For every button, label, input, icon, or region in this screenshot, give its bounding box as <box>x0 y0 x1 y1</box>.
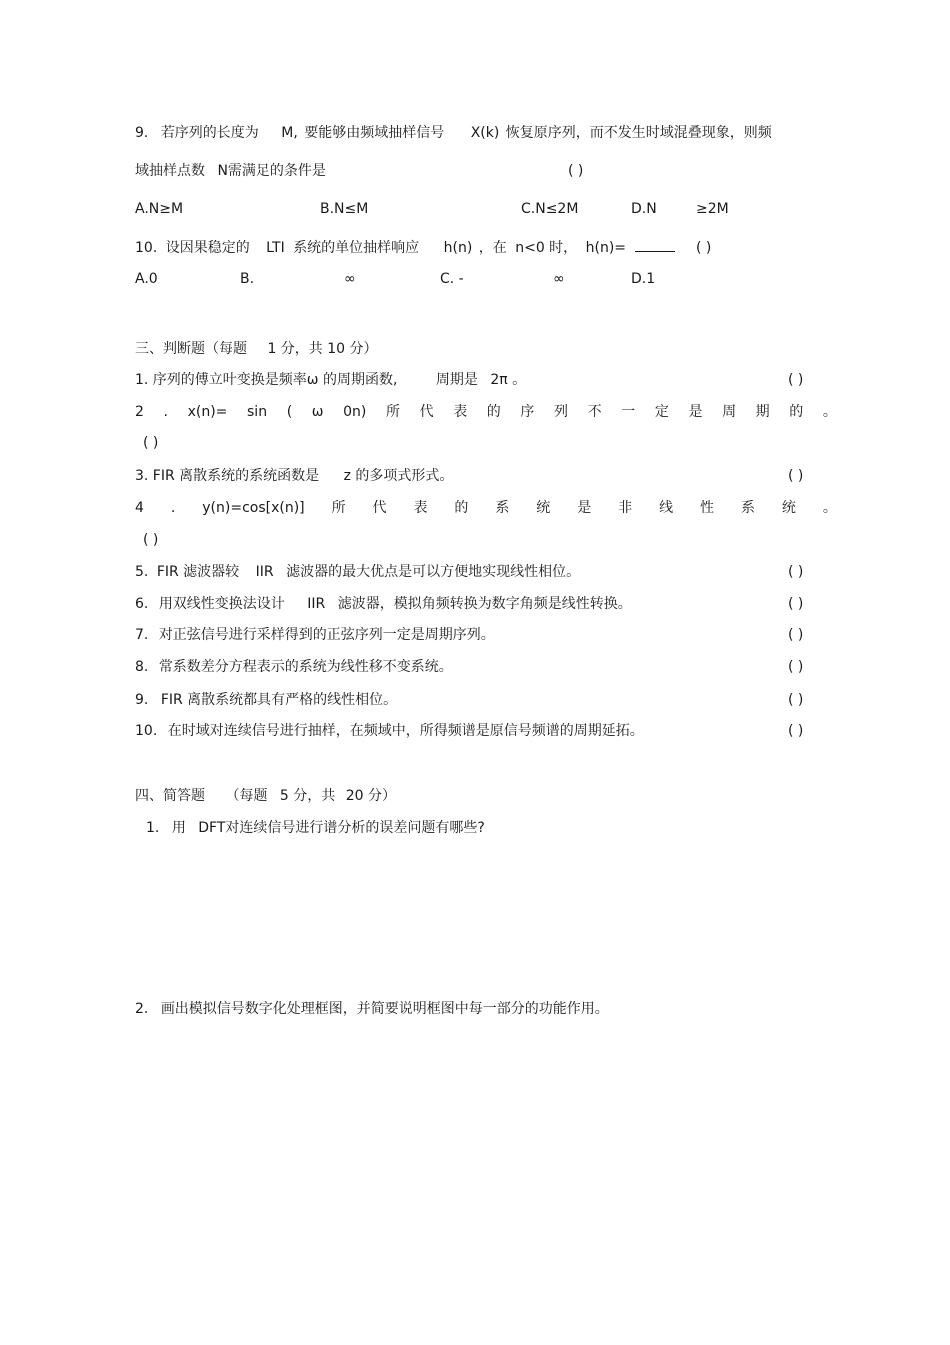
tf9-text: FIR 离散系统都具有严格的线性相位。 <box>160 692 398 708</box>
q10-text-a: 设因果稳定的 <box>165 240 250 256</box>
tf-7-answer-paren[interactable]: ( ) <box>788 627 804 643</box>
q10-option-c: C. - <box>440 271 464 287</box>
tf8-text: 常系数差分方程表示的系统为线性移不变系统。 <box>158 659 453 675</box>
tf2-c8: 一 <box>621 404 636 420</box>
tf3-text-a: 3. FIR 离散系统的系统函数是 <box>135 468 320 484</box>
q10-option-b-value: ∞ <box>344 271 356 287</box>
tf2-dot: . <box>163 404 168 420</box>
tf10-number: 10. <box>135 723 158 739</box>
tf2-c12: 期 <box>755 404 770 420</box>
tf-item-3 <box>135 467 453 485</box>
tf4-c8: 非 <box>618 500 633 516</box>
q10-option-a: A.0 <box>135 271 158 287</box>
tf5-text-iir: IIR <box>255 564 274 580</box>
q9-text-xk: X(k) <box>470 125 500 141</box>
tf-1-answer-paren[interactable]: ( ) <box>788 372 804 388</box>
tf-4-answer-paren[interactable]: ( ) <box>143 532 159 548</box>
tf-6-answer-paren[interactable]: ( ) <box>788 596 804 612</box>
tf-item-1 <box>135 371 526 389</box>
q10-option-d: D.1 <box>631 271 656 287</box>
tf9-number: 9. <box>135 692 149 708</box>
tf2-c4: 的 <box>486 404 501 420</box>
tf6-text-b: 滤波器，模拟角频转换为数字角频是线性转换。 <box>337 596 632 612</box>
section4-title-c: 5 分，共 <box>279 788 336 804</box>
short-answer-q1 <box>146 819 485 837</box>
tf2-n: 0n) <box>343 404 367 420</box>
short-answer-q2 <box>135 1000 609 1018</box>
tf6-text-a: 用双线性变换法设计 <box>158 596 285 612</box>
tf2-number: 2 <box>135 404 144 420</box>
section4-title-b: （每题 <box>225 788 268 804</box>
section3-title-b: 1 分，共 10 分） <box>267 341 378 357</box>
q9-text-b: 要能够由频域抽样信号 <box>304 125 445 141</box>
sa2-number: 2. <box>135 1001 149 1017</box>
tf-10-answer-paren[interactable]: ( ) <box>788 723 804 739</box>
q9-answer-paren[interactable]: ( ) <box>568 163 584 179</box>
tf4-c6: 统 <box>536 500 551 516</box>
tf4-c10: 性 <box>700 500 714 516</box>
q9-number: 9. <box>135 125 149 141</box>
tf-item-5 <box>135 563 580 581</box>
section4-title-a: 四、简答题 <box>135 788 205 804</box>
tf4-c13: 。 <box>822 500 837 516</box>
section3-title <box>135 340 378 358</box>
tf10-text: 在时域对连续信号进行抽样，在频域中，所得频谱是原信号频谱的周期延拓。 <box>167 723 644 739</box>
tf5-text-b: 滤波器的最大优点是可以方便地实现线性相位。 <box>286 564 581 580</box>
q9-text-c: 恢复原序列，而不发生时域混叠现象，则频 <box>505 125 772 141</box>
tf4-c5: 系 <box>495 500 510 516</box>
sa1-text-a: 用 <box>171 820 186 836</box>
q10-text-b: 系统的单位抽样响应 <box>293 240 420 256</box>
sa1-number: 1. <box>146 820 160 836</box>
tf4-dot: . <box>170 500 176 516</box>
tf4-expr: y(n)=cos[x(n)] <box>202 500 305 516</box>
tf5-number: 5. <box>135 564 149 580</box>
q9-option-a: A.N≥M <box>135 201 184 217</box>
section4-title-d: 20 分） <box>345 788 396 804</box>
sa2-text: 画出模拟信号数字化处理框图，并简要说明框图中每一部分的功能作用。 <box>160 1001 609 1017</box>
q9-text-e: N需满足的条件是 <box>217 163 326 179</box>
q9-text-d: 域抽样点数 <box>135 163 205 179</box>
q9-option-c: C.N≤2M <box>521 201 579 217</box>
tf7-number: 7. <box>135 627 149 643</box>
tf-item-6 <box>135 595 632 613</box>
sa1-text-b: DFT对连续信号进行谱分析的误差问题有哪些? <box>198 820 485 836</box>
q9-option-b: B.N≤M <box>320 201 369 217</box>
q10-text-e: h(n)= <box>585 240 627 256</box>
tf4-c1: 所 <box>331 500 346 516</box>
tf2-xn: x(n)= <box>187 404 228 420</box>
tf3-text-b: z 的多项式形式。 <box>343 468 454 484</box>
tf-8-answer-paren[interactable]: ( ) <box>788 659 804 675</box>
tf1-text-a: 1. 序列的傅立叶变换是频率ω 的周期函数, <box>135 372 398 388</box>
tf2-c11: 周 <box>722 404 737 420</box>
tf4-c7: 是 <box>577 500 592 516</box>
tf1-text-b: 周期是 <box>435 372 478 388</box>
tf2-c2: 代 <box>419 404 434 420</box>
tf2-c3: 表 <box>453 404 468 420</box>
tf-item-4 <box>135 499 837 517</box>
tf4-c4: 的 <box>454 500 469 516</box>
q10-text-d: n<0 时， <box>515 240 578 256</box>
tf4-c2: 代 <box>372 500 387 516</box>
tf2-c9: 定 <box>654 404 669 420</box>
tf-item-10 <box>135 722 644 740</box>
q10-text-hn: h(n) <box>443 240 473 256</box>
q10-answer-paren[interactable]: ( ) <box>696 240 712 256</box>
section4-title <box>135 787 396 805</box>
q9-option-d-cond: ≥2M <box>696 201 729 217</box>
tf2-c5: 序 <box>520 404 535 420</box>
tf-item-2 <box>135 403 837 421</box>
tf2-c6: 列 <box>554 404 569 420</box>
tf-5-answer-paren[interactable]: ( ) <box>788 564 804 580</box>
tf6-text-iir: IIR <box>307 596 326 612</box>
q9-option-d: D.N <box>631 201 657 217</box>
tf-2-answer-paren[interactable]: ( ) <box>143 435 159 451</box>
q10-fill-blank[interactable] <box>635 239 675 252</box>
tf4-number: 4 <box>135 500 144 516</box>
tf2-c13: 的 <box>789 404 804 420</box>
q10-number: 10. <box>135 240 158 256</box>
tf4-c12: 统 <box>781 500 796 516</box>
tf2-omega: ω <box>311 404 324 420</box>
tf2-c14: 。 <box>822 404 837 420</box>
q9-text-a: 若序列的长度为 <box>160 125 259 141</box>
tf4-c9: 线 <box>659 500 674 516</box>
tf4-c3: 表 <box>413 500 428 516</box>
tf-item-7 <box>135 626 495 644</box>
q10-option-b: B. <box>240 271 255 287</box>
section3-title-a: 三、判断题（每题 <box>135 341 247 357</box>
tf-item-9 <box>135 691 397 709</box>
q10-line <box>135 239 675 257</box>
tf2-lparen: ( <box>286 404 293 420</box>
tf-3-answer-paren[interactable]: ( ) <box>788 468 804 484</box>
tf2-c1: 所 <box>385 404 400 420</box>
tf4-c11: 系 <box>740 500 755 516</box>
tf2-c7: 不 <box>587 404 602 420</box>
tf7-text: 对正弦信号进行采样得到的正弦序列一定是周期序列。 <box>158 627 495 643</box>
q9-line1 <box>135 124 772 142</box>
tf6-number: 6. <box>135 596 149 612</box>
tf-9-answer-paren[interactable]: ( ) <box>788 692 804 708</box>
tf2-sin: sin <box>247 404 268 420</box>
tf-item-8 <box>135 658 453 676</box>
tf2-c10: 是 <box>688 404 703 420</box>
tf1-text-c: 2π 。 <box>490 372 527 388</box>
tf5-text-a: FIR 滤波器较 <box>156 564 240 580</box>
q9-text-m: M, <box>281 125 298 141</box>
tf8-number: 8. <box>135 659 149 675</box>
q9-line2 <box>135 162 326 180</box>
q10-text-c: ，在 <box>478 240 507 256</box>
q10-option-c-value: ∞ <box>553 271 565 287</box>
q10-text-lti: LTI <box>266 240 285 256</box>
